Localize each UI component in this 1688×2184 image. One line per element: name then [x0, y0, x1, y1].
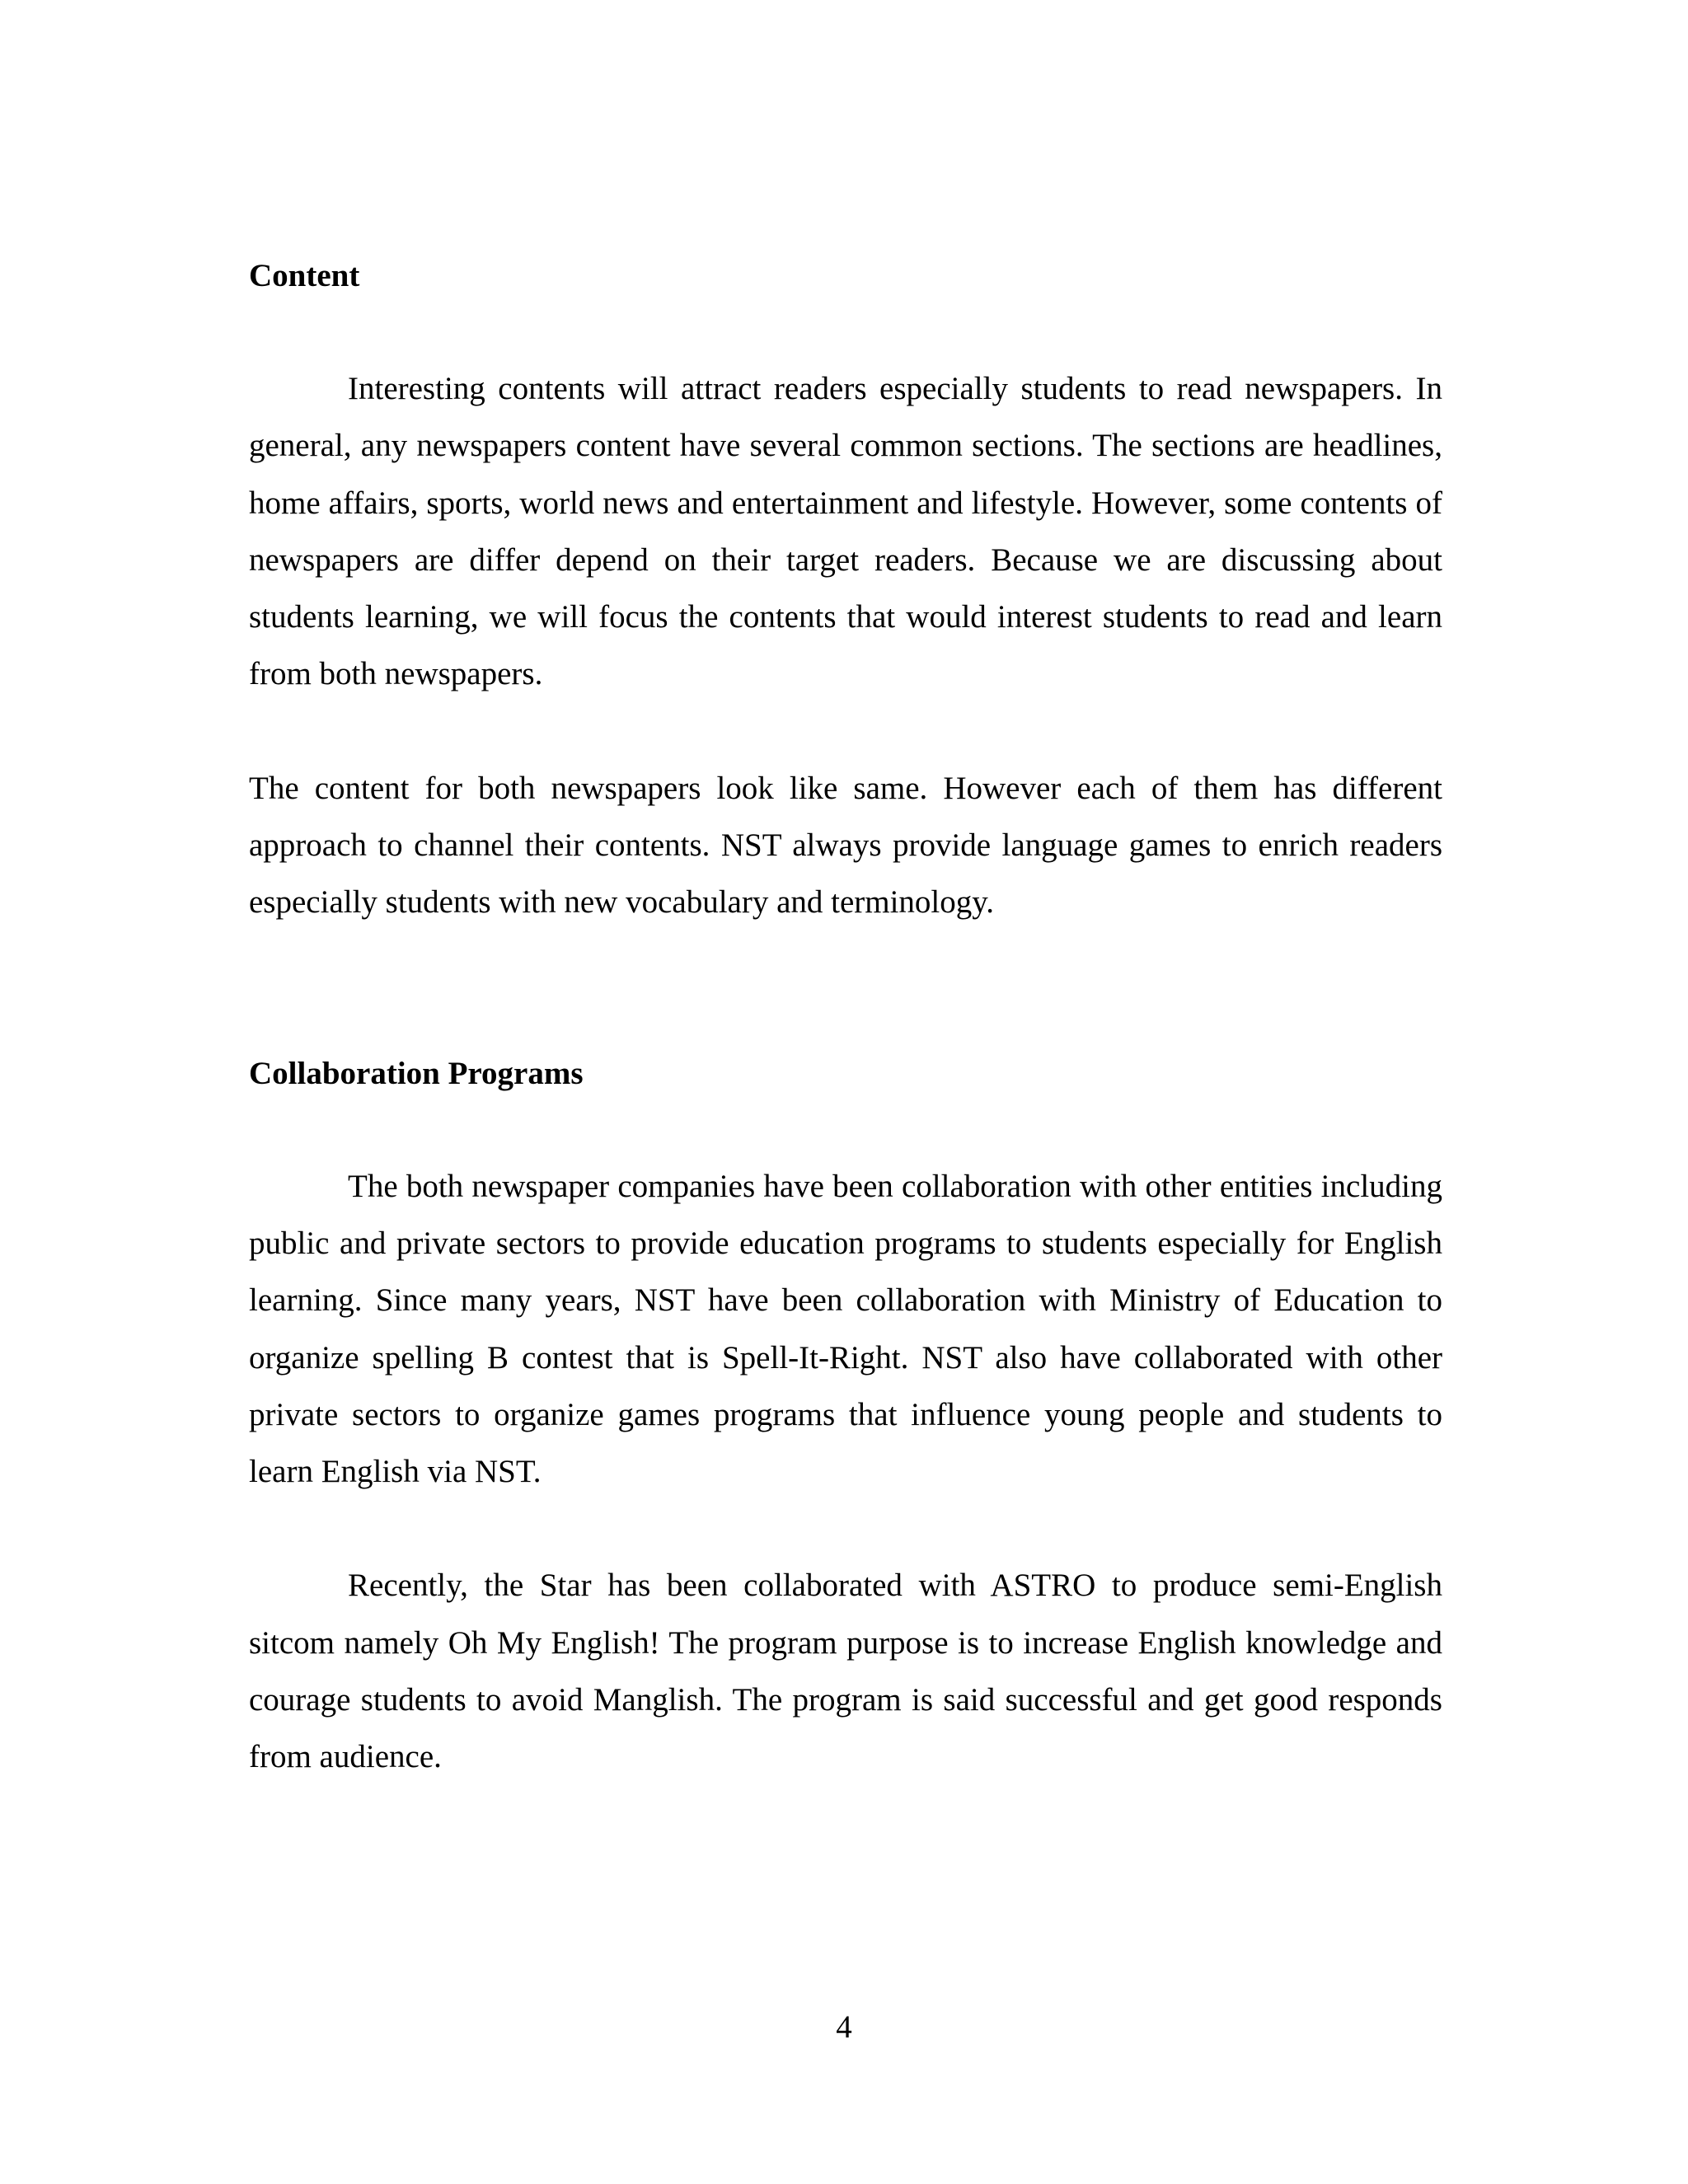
- collaboration-paragraph-2: Recently, the Star has been collaborated with ASTRO to produce semi-English sitcom namely Oh My English! The program purpose is to increase English knowledge and courage students to avoid Manglish. The program is said successful and get good responds from audience.: [249, 1568, 1442, 1775]
- document-page: [249, 247, 1442, 1786]
- section-heading-content: Content: [249, 258, 360, 293]
- content-paragraph-2: The content for both newspapers look like same. However each of them has different approach to channel their contents. NST always provide language games to enrich readers especially students with new vocabulary and terminology.: [249, 770, 1442, 921]
- collaboration-paragraph-1: The both newspaper companies have been collaboration with other entities including public and private sectors to provide education programs to students especially for English learning. Since many years, NST have been collaboration with Ministry of Education to organize spelling B contest that is Spell-It-Right. NST also have collaborated with other private sectors to organize games programs that influence young people and students to learn English via NST.: [249, 1168, 1442, 1490]
- content-paragraph-1: Interesting contents will attract readers especially students to read newspapers. In general, any newspapers content have several common sections. The sections are headlines, home affairs, sports, world news and entertainment and lifestyle. However, some contents of newspapers are differ depend on their target readers. Because we are discussing about students learning, we will focus the contents that would interest students to read and learn from both newspapers.: [249, 371, 1442, 692]
- page-number: 4: [836, 2009, 852, 2045]
- section-heading-collaboration: Collaboration Programs: [249, 1055, 584, 1091]
